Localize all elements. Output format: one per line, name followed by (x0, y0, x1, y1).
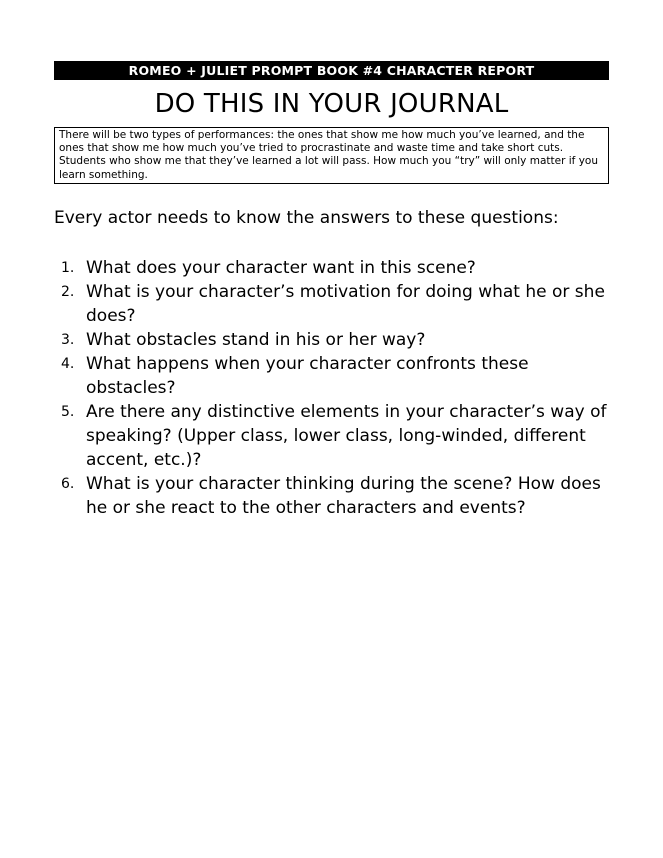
question-number: 6. (61, 476, 75, 492)
question-item (54, 352, 614, 400)
question-text: What obstacles stand in his or her way? (86, 330, 426, 350)
question-list (54, 256, 614, 520)
question-text: What happens when your character confronts these obstacles? (86, 354, 529, 398)
question-text: What is your character’s motivation for doing what he or she does? (86, 282, 605, 326)
question-text: What is your character thinking during the scene? How does he or she react to the other characters and events? (86, 474, 601, 518)
notice-box: There will be two types of performances: the ones that show me how much you’ve learned, and the ones that show me how much you’ve tried to procrastinate and waste time and take short cuts. Students who show me that they’ve learned a lot will pass. How much you “try” will only matter if you learn something. (54, 127, 609, 184)
page-title: DO THIS IN YOUR JOURNAL (154, 89, 509, 119)
header-banner: ROMEO + JULIET PROMPT BOOK #4 CHARACTER REPORT (54, 61, 609, 80)
question-number: 2. (61, 284, 75, 300)
question-text: Are there any distinctive elements in your character’s way of speaking? (Upper class, lower class, long-winded, different accent, etc.)? (86, 402, 607, 470)
question-item (54, 472, 614, 520)
intro-text: Every actor needs to know the answers to these questions: (54, 208, 559, 228)
question-item (54, 280, 614, 328)
question-number: 4. (61, 356, 75, 372)
question-text: What does your character want in this scene? (86, 258, 476, 278)
question-item (54, 256, 614, 280)
question-item (54, 328, 614, 352)
question-number: 5. (61, 404, 75, 420)
question-item (54, 400, 614, 472)
question-number: 1. (61, 260, 75, 276)
question-number: 3. (61, 332, 75, 348)
